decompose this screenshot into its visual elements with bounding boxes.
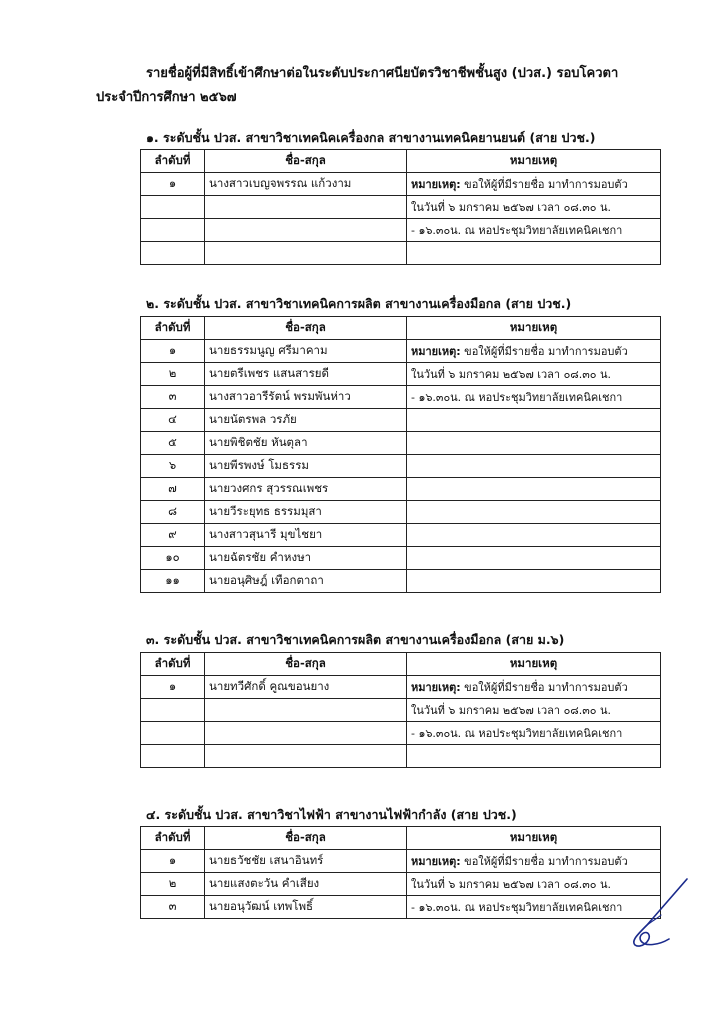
table-row <box>141 676 661 699</box>
remark-text: ในวันที่ ๖ มกราคม ๒๕๖๗ เวลา ๐๘.๓๐ น. <box>411 704 612 717</box>
row-number: ๓ <box>141 896 205 919</box>
table-row <box>141 896 661 919</box>
remark-cell <box>407 363 661 386</box>
section-3-title: ๓. ระดับชั้น ปวส. สาขาวิชาเทคนิคการผลิต สาขางานเครื่องมือกล (สาย ม.๖) <box>146 632 565 647</box>
row-number: ๒ <box>141 873 205 896</box>
row-number: ๑๑ <box>141 570 205 593</box>
section-1-rows <box>141 173 661 265</box>
remark-cell <box>407 896 661 919</box>
remark-cell <box>407 340 661 363</box>
row-number <box>141 242 205 265</box>
student-name: นางสาวอารีรัตน์ พรมพันห่าว <box>205 386 407 409</box>
table-row <box>141 196 661 219</box>
row-number <box>141 699 205 722</box>
order-header: ลำดับที่ <box>141 827 205 850</box>
remark-cell <box>407 524 661 547</box>
table-row <box>141 409 661 432</box>
table-row <box>141 478 661 501</box>
section-3-table <box>140 652 661 768</box>
name-header: ชื่อ-สกุล <box>205 653 407 676</box>
student-name <box>205 196 407 219</box>
section-4-rows <box>141 850 661 919</box>
student-name: นายวีระยุทธ ธรรมมุสา <box>205 501 407 524</box>
remark-cell <box>407 386 661 409</box>
section-2-table <box>140 316 661 593</box>
remark-text: ขอให้ผู้ที่มีรายชื่อ มาทำการมอบตัว <box>460 345 628 358</box>
table-row <box>141 873 661 896</box>
remark-cell <box>407 196 661 219</box>
table-row <box>141 745 661 768</box>
remark-cell <box>407 699 661 722</box>
student-name <box>205 242 407 265</box>
row-number: ๑๐ <box>141 547 205 570</box>
remark-cell <box>407 173 661 196</box>
table-header-row <box>141 317 661 340</box>
student-name: นายพิชิตชัย หันตุลา <box>205 432 407 455</box>
remark-text: ในวันที่ ๖ มกราคม ๒๕๖๗ เวลา ๐๘.๓๐ น. <box>411 201 612 214</box>
student-name: นายธรรมนูญ ศรีมาคาม <box>205 340 407 363</box>
remark-cell <box>407 432 661 455</box>
order-header: ลำดับที่ <box>141 150 205 173</box>
name-header: ชื่อ-สกุล <box>205 827 407 850</box>
table-row <box>141 850 661 873</box>
remark-text: - ๑๖.๓๐น. ณ หอประชุมวิทยาลัยเทคนิคเชกา <box>411 901 623 914</box>
remark-text: ขอให้ผู้ที่มีรายชื่อ มาทำการมอบตัว <box>460 855 628 868</box>
order-header: ลำดับที่ <box>141 653 205 676</box>
student-name: นายนัตรพล วรภัย <box>205 409 407 432</box>
student-name: นายวงศกร สุวรรณเพชร <box>205 478 407 501</box>
student-name <box>205 745 407 768</box>
table-row <box>141 570 661 593</box>
student-name: นายอนุศิษฎ์ เทือกตาถา <box>205 570 407 593</box>
signature-image <box>625 875 695 955</box>
row-number: ๘ <box>141 501 205 524</box>
name-header: ชื่อ-สกุล <box>205 317 407 340</box>
table-row <box>141 455 661 478</box>
row-number: ๑ <box>141 173 205 196</box>
remark-header: หมายเหตุ <box>407 317 661 340</box>
row-number: ๖ <box>141 455 205 478</box>
student-name: นางสาวสุนารี มุขไชยา <box>205 524 407 547</box>
table-row <box>141 242 661 265</box>
table-row <box>141 501 661 524</box>
student-name: นายธวัชชัย เสนาอินทร์ <box>205 850 407 873</box>
remark-text: ขอให้ผู้ที่มีรายชื่อ มาทำการมอบตัว <box>460 681 628 694</box>
row-number <box>141 196 205 219</box>
table-row <box>141 699 661 722</box>
table-row <box>141 547 661 570</box>
student-name: นายทวีศักดิ์ คูณขอนยาง <box>205 676 407 699</box>
row-number: ๑ <box>141 340 205 363</box>
table-row <box>141 219 661 242</box>
student-name <box>205 722 407 745</box>
row-number: ๒ <box>141 363 205 386</box>
remark-header: หมายเหตุ <box>407 150 661 173</box>
remark-label: หมายเหตุ: <box>411 855 461 868</box>
remark-text: - ๑๖.๓๐น. ณ หอประชุมวิทยาลัยเทคนิคเชกา <box>411 224 623 237</box>
section-1-title: ๑. ระดับชั้น ปวส. สาขาวิชาเทคนิคเครื่องกล สาขางานเทคนิคยานยนต์ (สาย ปวช.) <box>146 130 596 145</box>
table-row <box>141 363 661 386</box>
remark-label: หมายเหตุ: <box>411 178 461 191</box>
row-number: ๕ <box>141 432 205 455</box>
table-row <box>141 173 661 196</box>
remark-header: หมายเหตุ <box>407 653 661 676</box>
order-header: ลำดับที่ <box>141 317 205 340</box>
remark-cell <box>407 850 661 873</box>
student-name: นายแสงตะวัน คำเสียง <box>205 873 407 896</box>
remark-text: ในวันที่ ๖ มกราคม ๒๕๖๗ เวลา ๐๘.๓๐ น. <box>411 368 612 381</box>
remark-cell <box>407 501 661 524</box>
student-name <box>205 699 407 722</box>
section-2-title: ๒. ระดับชั้น ปวส. สาขาวิชาเทคนิคการผลิต สาขางานเครื่องมือกล (สาย ปวช.) <box>146 296 572 311</box>
row-number: ๔ <box>141 409 205 432</box>
remark-cell <box>407 242 661 265</box>
remark-cell <box>407 745 661 768</box>
remark-cell <box>407 676 661 699</box>
student-name: นายฉัตรชัย คำหงษา <box>205 547 407 570</box>
student-name <box>205 219 407 242</box>
table-row <box>141 722 661 745</box>
section-4-title: ๔. ระดับชั้น ปวส. สาขาวิชาไฟฟ้า สาขางานไฟฟ้ากำลัง (สาย ปวช.) <box>146 807 517 822</box>
remark-cell <box>407 409 661 432</box>
table-row <box>141 524 661 547</box>
student-name: นายอนุวัฒน์ เทพโพธิ์ <box>205 896 407 919</box>
section-4-table <box>140 826 661 919</box>
row-number <box>141 745 205 768</box>
remark-text: - ๑๖.๓๐น. ณ หอประชุมวิทยาลัยเทคนิคเชกา <box>411 391 623 404</box>
remark-text: ในวันที่ ๖ มกราคม ๒๕๖๗ เวลา ๐๘.๓๐ น. <box>411 878 612 891</box>
row-number <box>141 219 205 242</box>
table-row <box>141 432 661 455</box>
row-number: ๑ <box>141 676 205 699</box>
table-header-row <box>141 653 661 676</box>
remark-cell <box>407 219 661 242</box>
remark-cell <box>407 722 661 745</box>
remark-label: หมายเหตุ: <box>411 681 461 694</box>
student-name: นายพีรพงษ์ โมธรรม <box>205 455 407 478</box>
section-2-rows <box>141 340 661 593</box>
document-title-line2: ประจำปีการศึกษา ๒๕๖๗ <box>96 90 237 105</box>
remark-text: - ๑๖.๓๐น. ณ หอประชุมวิทยาลัยเทคนิคเชกา <box>411 727 623 740</box>
name-header: ชื่อ-สกุล <box>205 150 407 173</box>
row-number: ๙ <box>141 524 205 547</box>
row-number: ๑ <box>141 850 205 873</box>
remark-cell <box>407 570 661 593</box>
remark-cell <box>407 873 661 896</box>
table-header-row <box>141 150 661 173</box>
row-number: ๗ <box>141 478 205 501</box>
student-name: นางสาวเบญจพรรณ แก้วงาม <box>205 173 407 196</box>
section-1-table <box>140 149 661 265</box>
remark-label: หมายเหตุ: <box>411 345 461 358</box>
table-row <box>141 340 661 363</box>
row-number <box>141 722 205 745</box>
remark-cell <box>407 478 661 501</box>
row-number: ๓ <box>141 386 205 409</box>
table-row <box>141 386 661 409</box>
section-3-rows <box>141 676 661 768</box>
remark-header: หมายเหตุ <box>407 827 661 850</box>
remark-cell <box>407 455 661 478</box>
student-name: นายตรีเพชร แสนสารยดี <box>205 363 407 386</box>
remark-cell <box>407 547 661 570</box>
document-title-line1: รายชื่อผู้ที่มีสิทธิ์เข้าศึกษาต่อในระดับประกาศนียบัตรวิชาชีพชั้นสูง (ปวส.) รอบโควตา <box>146 66 619 81</box>
remark-text: ขอให้ผู้ที่มีรายชื่อ มาทำการมอบตัว <box>460 178 628 191</box>
table-header-row <box>141 827 661 850</box>
